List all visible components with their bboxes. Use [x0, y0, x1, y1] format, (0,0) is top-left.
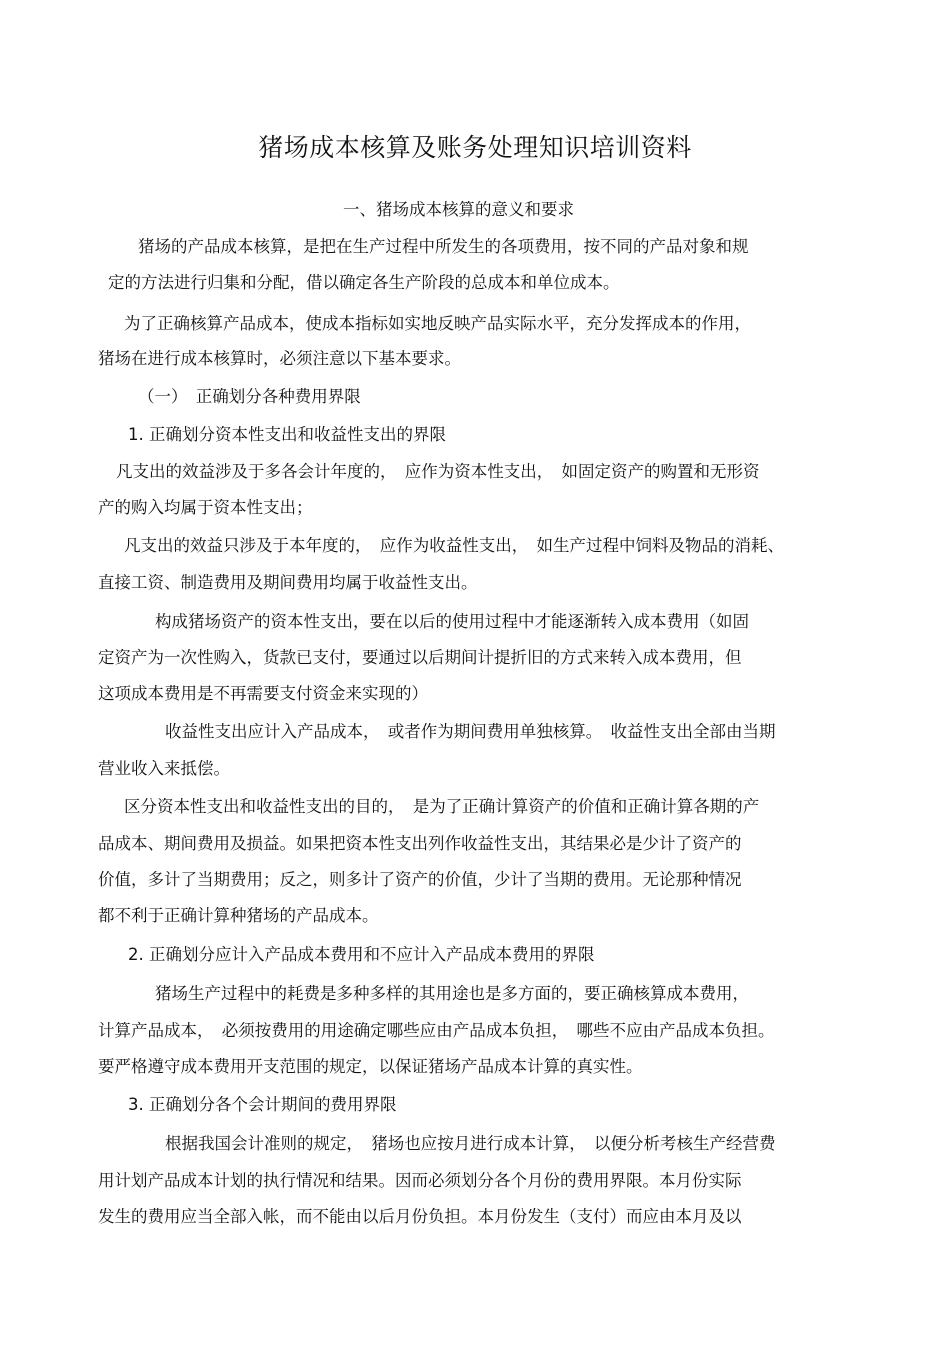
paragraph-line: 营业收入来抵偿。 [98, 759, 230, 778]
paragraph-line: 用计划产品成本计划的执行情况和结果。因而必须划分各个月份的费用界限。本月份实际 [98, 1171, 742, 1190]
paragraph-line: 这项成本费用是不再需要支付资金来实现的） [98, 684, 428, 703]
paragraph-line: 发生的费用应当全部入帐，而不能由以后月份负担。本月份发生（支付）而应由本月及以 [98, 1207, 742, 1226]
paragraph-line: 定资产为一次性购入，货款已支付，要通过以后期间计提折旧的方式来转入成本费用，但 [98, 648, 742, 667]
paragraph-line: 直接工资、制造费用及期间费用均属于收益性支出。 [98, 573, 478, 592]
paragraph-line: 产的购入均属于资本性支出； [98, 498, 313, 517]
subsection-heading: （一） 正确划分各种费用界限 [138, 387, 361, 406]
paragraph-line: 要严格遵守成本费用开支范围的规定，以保证猪场产品成本计算的真实性。 [98, 1057, 643, 1076]
paragraph-line: 计算产品成本， 必须按费用的用途确定哪些应由产品成本负担， 哪些不应由产品成本负担。 [98, 1021, 775, 1040]
paragraph-line: 猪场在进行成本核算时，必须注意以下基本要求。 [98, 349, 461, 368]
paragraph-line: 构成猪场资产的资本性支出，要在以后的使用过程中才能逐渐转入成本费用（如固 [155, 612, 749, 631]
paragraph-line: 凡支出的效益只涉及于本年度的， 应作为收益性支出， 如生产过程中饲料及物品的消耗、 [124, 536, 784, 555]
paragraph-line: 为了正确核算产品成本，使成本指标如实地反映产品实际水平，充分发挥成本的作用， [124, 314, 751, 333]
paragraph-line: 凡支出的效益涉及于多各会计年度的， 应作为资本性支出， 如固定资产的购置和无形资 [116, 462, 760, 481]
paragraph-line: 根据我国会计准则的规定， 猪场也应按月进行成本计算， 以便分析考核生产经营费 [165, 1134, 776, 1153]
item-heading: 2. 正确划分应计入产品成本费用和不应计入产品成本费用的界限 [128, 945, 595, 964]
item-heading: 1. 正确划分资本性支出和收益性支出的界限 [128, 425, 446, 444]
paragraph-line: 定的方法进行归集和分配，借以确定各生产阶段的总成本和单位成本。 [108, 273, 620, 292]
paragraph-line: 区分资本性支出和收益性支出的目的， 是为了正确计算资产的价值和正确计算各期的产 [124, 797, 760, 816]
item-heading: 3. 正确划分各个会计期间的费用界限 [128, 1095, 397, 1114]
paragraph-line: 都不利于正确计算种猪场的产品成本。 [98, 906, 379, 925]
paragraph-line: 收益性支出应计入产品成本， 或者作为期间费用单独核算。 收益性支出全部由当期 [165, 722, 776, 741]
document-title: 猪场成本核算及账务处理知识培训资料 [258, 133, 692, 162]
paragraph-line: 价值，多计了当期费用；反之，则多计了资产的价值，少计了当期的费用。无论那种情况 [98, 870, 742, 889]
section-heading: 一、猪场成本核算的意义和要求 [343, 200, 574, 219]
paragraph-line: 猪场生产过程中的耗费是多种多样的其用途也是多方面的，要正确核算成本费用， [155, 984, 749, 1003]
paragraph-line: 猪场的产品成本核算，是把在生产过程中所发生的各项费用，按不同的产品对象和规 [138, 237, 749, 256]
paragraph-line: 品成本、期间费用及损益。如果把资本性支出列作收益性支出，其结果必是少计了资产的 [98, 834, 742, 853]
